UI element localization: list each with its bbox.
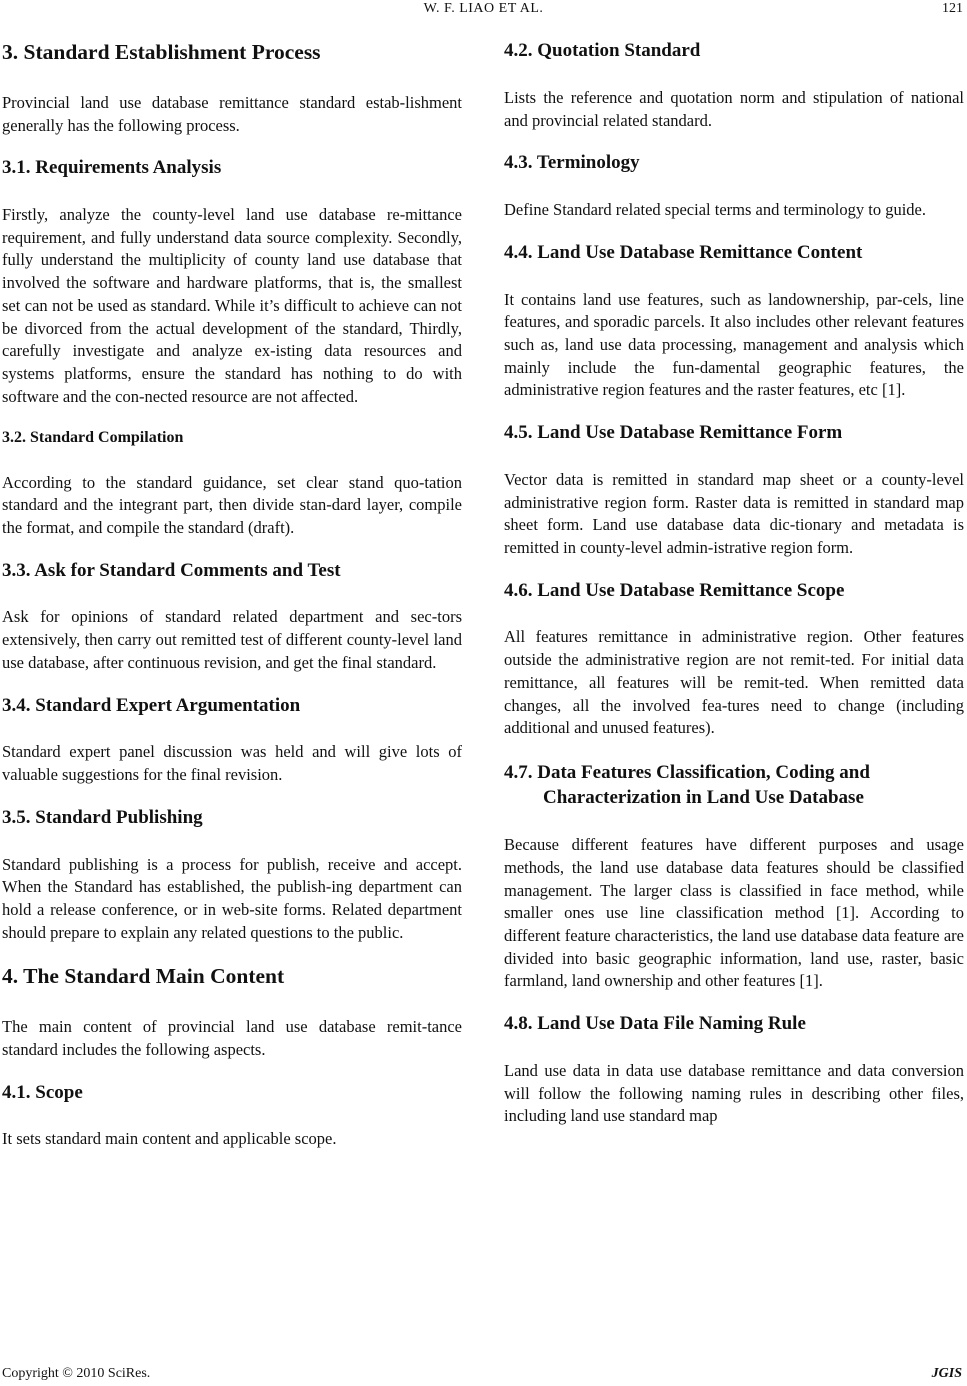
body-paragraph: Standard expert panel discussion was held and will give lots of valuable suggestions for the final revision. [2,742,462,785]
body-paragraph: Firstly, analyze the county-level land use database re-mittance requirement, and fully understand data source complexity. Secondly, fully understand the multiplicity of county land use database that involved the software and hardware platforms, that is, the smallest set can not be used as standard. While it’s difficult to achieve can not be divorced from the actual development of the standard, Thirdly, carefully investigate and analyze ex-isting data resources and systems platforms, ensure the standard has nothing to do with software and the con-nected resource are not affected. [2,205,462,406]
subsection-heading: 4.7. Data Features Classification, Coding and Characterization in Land Use Database [504,761,870,809]
subsection-heading: 4.4. Land Use Database Remittance Content [504,241,863,263]
body-paragraph: The main content of provincial land use database remit-tance standard includes the following aspects. [2,1017,462,1059]
footer-copyright: Copyright © 2010 SciRes. [2,1366,151,1381]
body-paragraph: Ask for opinions of standard related department and sec-tors extensively, then carry out remitted test of different county-level land use database, after continuous revision, and get the final standard. [2,607,462,672]
body-paragraph: Provincial land use database remittance standard estab-lishment generally has the following process. [2,92,462,135]
body-paragraph: It sets standard main content and applicable scope. [2,1129,337,1149]
subsection-heading: 4.5. Land Use Database Remittance Form [504,422,843,444]
subsection-heading: 4.1. Scope [2,1081,83,1103]
subsection-heading: 4.8. Land Use Data File Naming Rule [504,1013,806,1035]
section-heading: 4. The Standard Main Content [2,964,285,989]
running-head-authors: W. F. LIAO ET AL. [423,1,544,16]
subsection-heading: 3.3. Ask for Standard Comments and Test [2,559,341,581]
section-heading: 3. Standard Establishment Process [2,40,321,64]
body-paragraph: Standard publishing is a process for publish, receive and accept. When the Standard has established, the publish-ing department can hold a release conference, or in web-site forms. Related department should prepare to explain any related questions to the public. [2,854,462,942]
body-paragraph: Land use data in data use database remittance and data conversion will follow the following naming rules in describing other files, including land use standard map [504,1060,964,1126]
footer-journal: JGIS [931,1366,962,1381]
subsection-heading: 4.2. Quotation Standard [504,40,701,61]
subsection-heading: 4.3. Terminology [504,152,640,174]
body-paragraph: It contains land use features, such as landownership, par-cels, line features, and sporadic parcels. It also includes other relevant features such as, land use data processing, management and analysis which mainly include the fun-damental geographic features, the administrative region features and the raster features, etc [1]. [504,289,964,400]
right-column [504,40,964,1148]
page-number: 121 [942,1,963,16]
subsection-heading: 3.1. Requirements Analysis [2,157,222,179]
body-paragraph: Define Standard related special terms and terminology to guide. [504,200,926,219]
subsection-heading: 3.4. Standard Expert Argumentation [2,694,301,716]
running-head [0,0,967,22]
subsection-heading: 4.6. Land Use Database Remittance Scope [504,579,845,601]
subsection-heading: 3.2. Standard Compilation [2,429,184,447]
body-paragraph: According to the standard guidance, set clear stand quo-tation standard and the integrant part, then divide stan-dard layer, compile the format, and compile the standard (draft). [2,472,462,537]
body-paragraph: Because different features have different purposes and usage methods, the land use database data features should be classified management. The larger class is classified in face method, while smaller ones use line classification method [1]. According to different feature characteristics, the land use database data feature are divided into basic geographic information, land use, raster, basic farmland, land ownership and other features [1]. [504,835,964,991]
body-paragraph: Lists the reference and quotation norm and stipulation of national and provincial related standard. [504,87,964,130]
body-paragraph: Vector data is remitted in standard map sheet or a county-level administrative region form. Raster data is remitted in standard map sheet form. Land use database data dic-tionary and metadata is remitted in county-level admin-istrative region form. [504,469,964,557]
body-paragraph: All features remittance in administrative region. Other features outside the administrative region are not remit-ted. For initial data remittance, all features will be remit-ted. When remitted data changes, all the involved fea-tures need to change (including additional and unused features). [504,627,964,738]
subsection-heading: 3.5. Standard Publishing [2,806,203,828]
left-column [2,40,462,1171]
